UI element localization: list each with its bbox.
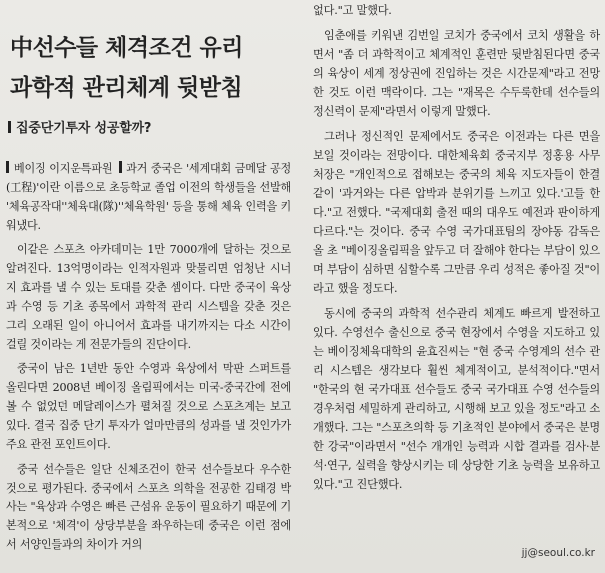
- paragraph-text: 과거 중국은 '세계대회 금메달 공정(工程)'이란 이름으로 초등학교 졸업 이전의 학생들을 선발해 '체육공작대''체육대(隊)''체육학원' 등을 통해 체육 인력을 키워냈다.: [6, 162, 291, 232]
- headline: [6, 0, 291, 108]
- paragraph-lead: [6, 160, 291, 235]
- byline: [6, 162, 112, 175]
- paragraph: 중국이 남은 1년반 동안 수영과 육상에서 막판 스퍼트를 올린다면 2008년 베이징 올림픽에서는 미국-중국간에 전에 볼 수 없었던 메달레이스가 펼쳐질 것으로 스포츠계는 보고 있다. 결국 집중 단기 투자가 얼마만큼의 성과를 낼 것인가가 주요 관전 포인트이다.: [6, 362, 291, 451]
- right-column: [313, 0, 600, 494]
- byline-separator-icon: [119, 161, 122, 173]
- subhead-text: 집중단기투자 성공할까?: [16, 121, 152, 136]
- paragraph: 중국 선수들은 일단 신체조건이 한국 선수들보다 우수한 것으로 평가된다. 중국에서 스포츠 의학을 전공한 김태경 박사는 "육상과 수영은 빠른 근섬유 운동이 필요하기 때문에 기본적으로 '체격'이 상당부분을 좌우하는데 중국은 이런 점에서 서양인들과의 차이가 거의: [6, 462, 291, 552]
- byline-text: 베이징 이지운특파원: [14, 162, 113, 175]
- paragraph: 임춘애를 키워낸 김번일 코치가 중국에서 코치 생활을 하면서 "좀 더 과학적이고 체계적인 훈련만 뒷받침된다면 중국의 육상이 세계 정상권에 진입하는 것은 시간문제"라고 전망한 것도 이런 맥락이다. 그는 "재목은 수두룩한데 선수들의 정신력이 문제"라면서 이렇게 말했다.: [313, 29, 600, 118]
- headline-line-2: 과학적 관리체계 뒷받침: [10, 75, 243, 101]
- paragraph: 동시에 중국의 과학적 선수관리 체계도 빠르게 발전하고 있다. 수영선수 출신으로 중국 현장에서 수영을 지도하고 있는 베이징체육대학의 윤효진씨는 "현 중국 수영계의 선수 관리 시스템은 생각보다 훨씬 체계적이고, 분석적이다."면서 "한국의 현 국가대표 선수들도 중국 국가대표 수영 선수들의 경우처럼 세밀하게 관리하고, 시행해 보고 있을 정도"라고 소개했다. 그는 "스포츠의학 등 기초적인 분야에서 중국은 분명한 강국"이라면서 "선수 개개인 능력과 시합 결과를 검사·분석·연구, 실력을 향상시키는 데 상당한 기초 능력을 보유하고 있다."고 진단했다.: [313, 307, 600, 491]
- left-column: [6, 0, 291, 555]
- paragraph: 그러나 정신적인 문제에서도 중국은 이전과는 다른 면을 보일 것이라는 전망이다. 대한체육회 중국지부 정홍용 사무처장은 "개인적으로 접해보는 중국의 체육 지도자들이 한결같이 '과거와는 다른 압박과 분위기를 느끼고 있다.'고들 한다."고 전했다. "국제대회 출전 때의 대우도 예전과 판이하게 다르다."는 것이다. 중국 수영 국가대표팀의 장야동 감독은 올 초 "베이징올림픽을 앞두고 더 잘해야 한다는 부담이 있으며 부담이 심하면 심할수록 그만큼 우리 성적은 좋아질 것"이라고 했을 정도다.: [313, 130, 600, 295]
- byline-bar-icon: [6, 161, 9, 173]
- reporter-email: jj@seoul.co.kr: [521, 547, 595, 559]
- subhead-bar-icon: [8, 121, 11, 133]
- paragraph-continued: 없다."고 말했다.: [313, 4, 392, 17]
- paragraph: 이같은 스포츠 아카데미는 1만 7000개에 달하는 것으로 알려진다. 13억명이라는 인적자원과 맞물리면 엄청난 시너지 효과를 낼 수 있는 토대를 갖춘 셈이다. 다만 중국이 육상과 수영 등 기초 종목에서 과학적 관리 시스템을 갖춘 것은 그리 오래된 일이 아니어서 효과를 내기까지는 다소 시간이 걸릴 것이라는 게 전문가들의 진단이다.: [6, 243, 291, 351]
- subhead: [8, 120, 291, 138]
- headline-line-1: 中선수들 체격조건 유리: [10, 35, 243, 61]
